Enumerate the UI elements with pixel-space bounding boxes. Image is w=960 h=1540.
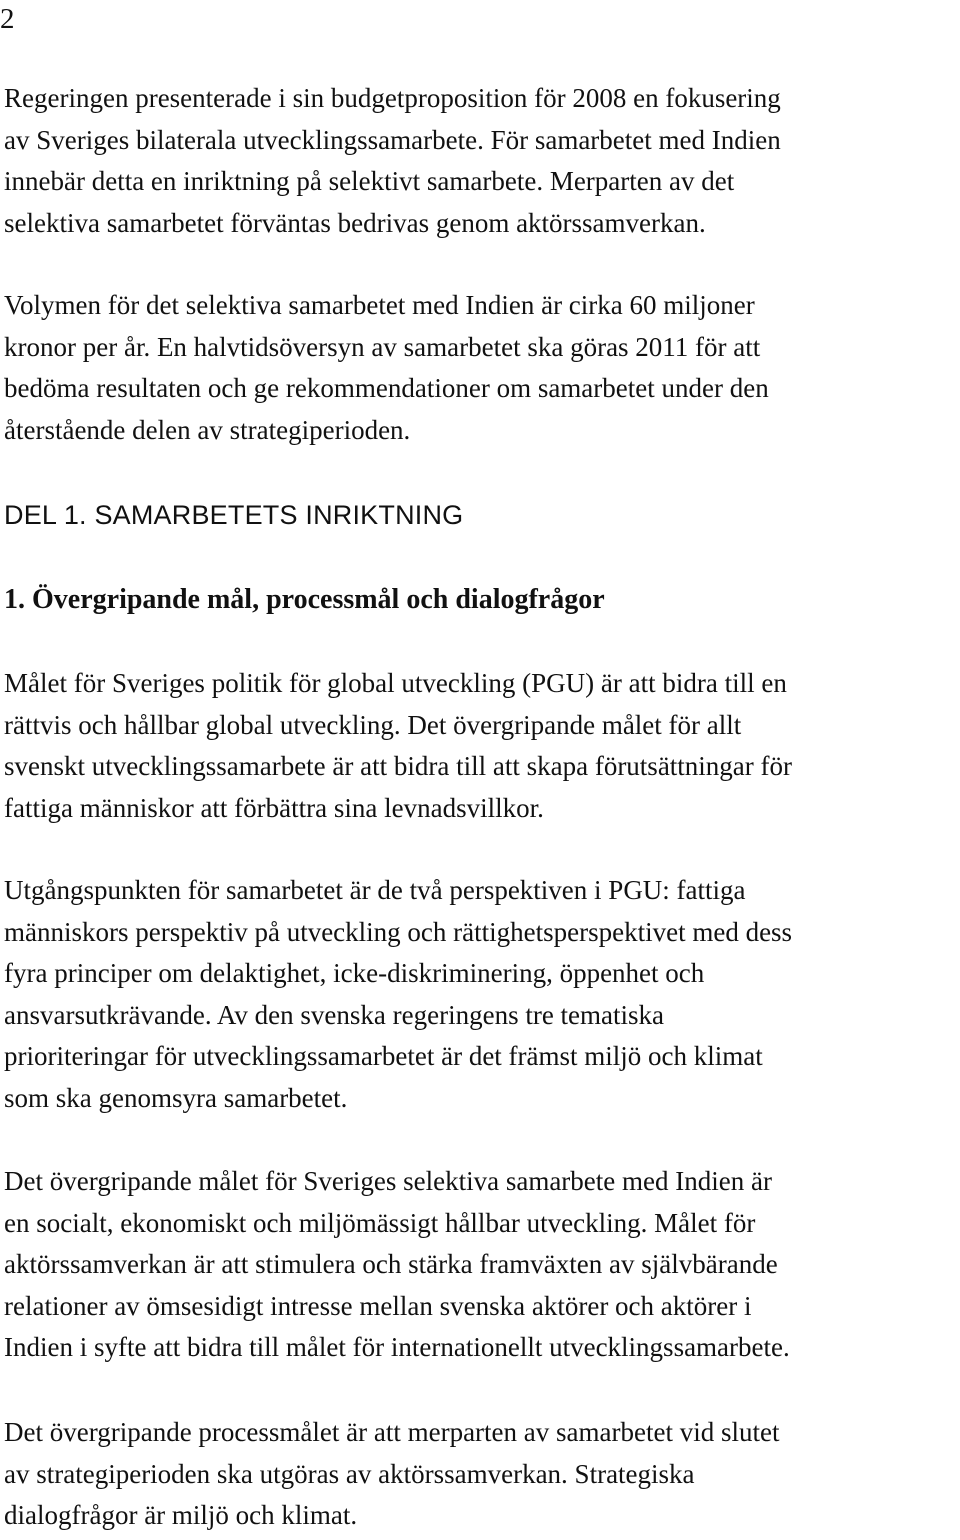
text-line: Målet för Sveriges politik för global utveckling (PGU) är att bidra till en — [4, 668, 787, 698]
text-line: fyra principer om delaktighet, icke-diskriminering, öppenhet och — [4, 958, 705, 989]
text-line: Utgångspunkten för samarbetet är de två perspektiven i PGU: fattiga — [4, 875, 746, 905]
text-line: Det övergripande målet för Sveriges selektiva samarbete med Indien är — [4, 1166, 772, 1196]
subsection-heading: 1. Övergripande mål, processmål och dialogfrågor — [4, 584, 605, 615]
text-line: kronor per år. En halvtidsöversyn av samarbetet ska göras 2011 för att — [4, 331, 761, 362]
text-line: Volymen för det selektiva samarbetet med Indien är cirka 60 miljoner — [4, 290, 755, 320]
text-line: Regeringen presenterade i sin budgetproposition för 2008 en fokusering — [4, 83, 781, 113]
text-line: bedöma resultaten och ge rekommendationer om samarbetet under den — [4, 373, 769, 404]
text-line: prioriteringar för utvecklingssamarbetet är det främst miljö och klimat — [4, 1041, 763, 1072]
text-line: svenskt utvecklingssamarbete är att bidra till att skapa förutsättningar för — [4, 751, 793, 782]
text-line: av strategiperioden ska utgöras av aktörssamverkan. Strategiska — [4, 1458, 695, 1489]
paragraph-volume — [4, 285, 954, 451]
text-line: Det övergripande processmålet är att merparten av samarbetet vid slutet — [4, 1417, 780, 1447]
paragraph-budget — [4, 78, 954, 244]
text-line: människors perspektiv på utveckling och rättighetsperspektivet med dess — [4, 916, 793, 947]
text-line: Indien i syfte att bidra till målet för internationellt utvecklingssamarbete. — [4, 1332, 790, 1363]
paragraph-india-goal — [4, 1161, 954, 1369]
text-line: innebär detta en inriktning på selektivt samarbete. Merparten av det — [4, 166, 735, 197]
text-line: aktörssamverkan är att stimulera och stärka framväxten av självbärande — [4, 1249, 778, 1280]
paragraph-process-goal — [4, 1412, 954, 1537]
text-line: fattiga människor att förbättra sina levnadsvillkor. — [4, 792, 544, 823]
paragraph-perspectives — [4, 870, 954, 1120]
text-line: selektiva samarbetet förväntas bedrivas genom aktörssamverkan. — [4, 207, 706, 238]
text-line: en socialt, ekonomiskt och miljömässigt hållbar utveckling. Målet för — [4, 1207, 756, 1238]
text-line: av Sveriges bilaterala utvecklingssamarbete. För samarbetet med Indien — [4, 124, 781, 155]
page-number: 2 — [0, 3, 15, 35]
section-heading: DEL 1. SAMARBETETS INRIKTNING — [4, 500, 464, 530]
text-line: ansvarsutkrävande. Av den svenska regeringens tre tematiska — [4, 999, 665, 1030]
paragraph-pgu-goal — [4, 663, 954, 829]
text-line: som ska genomsyra samarbetet. — [4, 1082, 348, 1113]
text-line: rättvis och hållbar global utveckling. Det övergripande målet för allt — [4, 709, 742, 740]
text-line: dialogfrågor är miljö och klimat. — [4, 1500, 358, 1531]
text-line: relationer av ömsesidigt intresse mellan svenska aktörer och aktörer i — [4, 1290, 752, 1321]
text-line: återstående delen av strategiperioden. — [4, 414, 411, 445]
